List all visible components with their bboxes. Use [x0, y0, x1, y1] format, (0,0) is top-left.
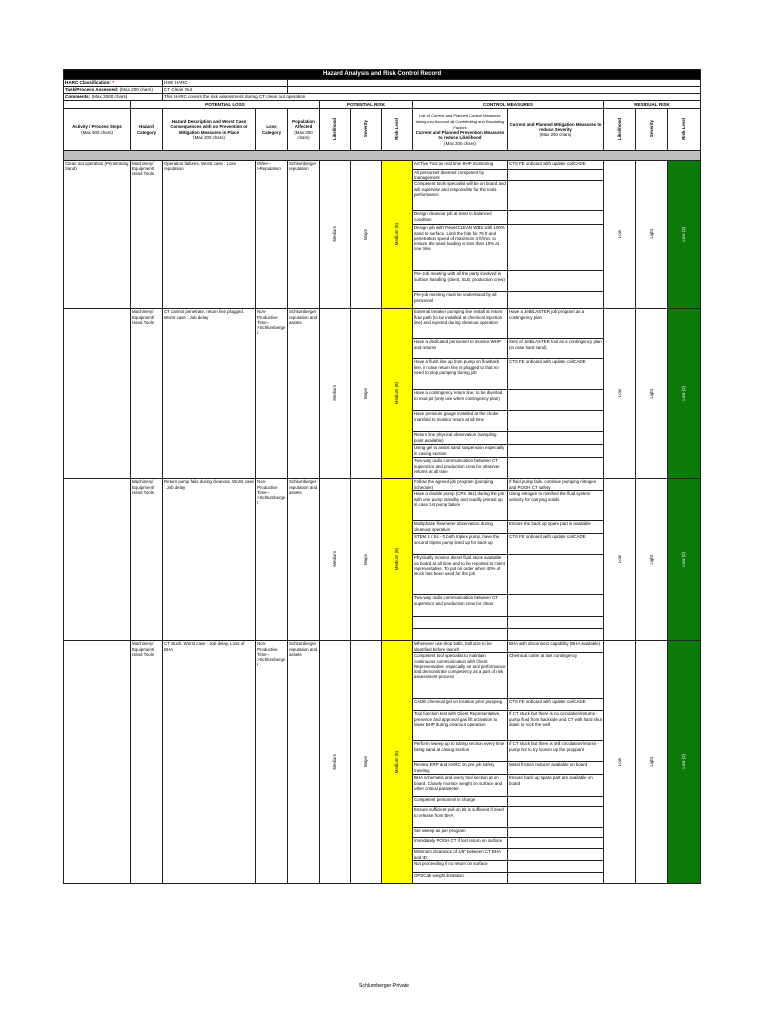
hazard-row	[64, 161, 701, 170]
likelihood-cell-text: Medium	[332, 385, 338, 402]
severity-cell[interactable]	[351, 161, 382, 309]
severity-cell-text: Major	[363, 387, 369, 399]
mitigation-measure-cell[interactable]	[508, 271, 604, 292]
mitigation-measure-cell[interactable]: Have a JetBLASTER job program as a contingency plan	[508, 309, 604, 339]
loss-category-cell[interactable]: Non-Productive Time-->Schlumberger	[256, 309, 288, 479]
col-risk-level: Risk Level	[382, 109, 413, 151]
mitigation-measure-cell[interactable]	[508, 797, 604, 807]
mitigation-measure-cell[interactable]	[508, 211, 604, 225]
section-potential-risk: POTENTIAL RISK	[320, 101, 413, 109]
risk-level-cell	[382, 161, 413, 309]
population-cell[interactable]: Schlumberger reputation	[288, 161, 320, 309]
prevention-measure-cell[interactable]: OPSCab weight limitation	[413, 873, 508, 884]
mitigation-measure-cell[interactable]	[508, 849, 604, 861]
meta-label: Comments: (Max 2000 chars)	[64, 94, 163, 101]
separator-row	[64, 151, 701, 161]
meta-row	[64, 87, 701, 94]
mitigation-measure-cell[interactable]: If CT stuck but there is still circulation/returns - pump N2 to try loosen up the proppant	[508, 741, 604, 762]
prevention-measure-cell[interactable]: External breaker pumping line install at return flow path (to be installed at chemical injection line) and injected during cleanout operation	[413, 309, 508, 339]
severity-cell[interactable]	[351, 479, 382, 641]
risk-level-cell	[382, 641, 413, 884]
prevention-measure-cell[interactable]: Have a flush line up from pump on flowback line, in case return line is plugged to that no need to stop pumping during job	[413, 359, 508, 390]
residual-risk-level-cell	[668, 309, 701, 479]
residual-severity-cell-text: Light	[648, 388, 654, 399]
mitigation-measure-cell[interactable]	[508, 458, 604, 479]
prevention-measure-cell[interactable]: Review ERP and HARC on pre job safety meeting	[413, 762, 508, 775]
residual-likelihood-cell-text: Low	[616, 230, 622, 239]
hazard-category-cell[interactable]: Machinery/ Equipment/ Hand Tools	[131, 309, 163, 479]
prevention-measure-cell[interactable]: Design job with PowerCLEAN WBS with 100% sand to surface. Limit the bite for 75 ft and penetration speed of maximum 3 ft/min. to ensure the sand loading is less than 10% at one time	[413, 225, 508, 271]
harc-table	[63, 69, 701, 884]
mitigation-measure-cell[interactable]	[508, 617, 604, 629]
residual-severity-cell-text: Light	[648, 757, 654, 767]
activity-cell[interactable]: Clean out operation (Penetrating Sand)	[64, 161, 131, 309]
mitigation-measure-cell[interactable]: Sets of JetBLASTER tool as a contingency plan (in case hard sand)	[508, 339, 604, 359]
residual-likelihood-cell[interactable]	[604, 641, 636, 884]
residual-severity-cell-text: Light	[648, 229, 654, 239]
prevention-measure-cell[interactable]: Ensure sufficient pull on bit is sufficient if need to release from BHA	[413, 807, 508, 828]
mitigation-measure-cell[interactable]: Ensure back up spare part are available on board	[508, 775, 604, 797]
hazard-category-cell[interactable]: Machinery/ Equipment/ Hand Tools	[131, 641, 163, 884]
prevention-measure-cell[interactable]: Design cleanout job at least in balanced condition	[413, 211, 508, 225]
section-potential-loss: POTENTIAL LOSS	[131, 101, 320, 109]
risk-level-cell	[382, 309, 413, 479]
hazard-description-cell[interactable]: Return pump fails during cleanout. Worst case : Job delay	[163, 479, 256, 641]
mitigation-measure-cell[interactable]	[508, 225, 604, 271]
col-severity: Severity	[351, 109, 382, 151]
residual-severity-cell[interactable]	[636, 641, 668, 884]
prevention-measure-cell[interactable]: Set sweep as per program	[413, 828, 508, 838]
prevention-measure-cell[interactable]: Using gel to assist sand suspension especially in casing section	[413, 445, 508, 458]
prevention-measure-cell[interactable]: Pre-Job meeting with all the party involved in surface handling (client, SLB, production crew)	[413, 271, 508, 292]
likelihood-cell[interactable]	[320, 309, 351, 479]
hazard-category-cell[interactable]: Machinery/ Equipment/ Hand Tools	[131, 479, 163, 641]
residual-likelihood-cell[interactable]	[604, 161, 636, 309]
hazard-description-cell[interactable]: Operation failures. Worst case : Loss reputation	[163, 161, 256, 309]
hazard-row	[64, 641, 701, 653]
prevention-measure-cell[interactable]: ACTive Tool as real time BHP monitoring	[413, 161, 508, 170]
prevention-measure-cell[interactable]: Competent personnel in charge	[413, 797, 508, 807]
mitigation-measure-cell[interactable]	[508, 595, 604, 617]
meta-row	[64, 80, 701, 87]
residual-likelihood-cell[interactable]	[604, 479, 636, 641]
residual-severity-cell[interactable]	[636, 161, 668, 309]
prevention-measure-cell[interactable]: Competent tools specialist will be on board and will supervise and responsible for the tools performance	[413, 181, 508, 211]
residual-severity-cell-text: Light	[648, 554, 654, 565]
prevention-measure-cell[interactable]: Perform sweep up to tubing section every time biting sand at casing section	[413, 741, 508, 762]
column-header-row	[64, 109, 701, 151]
prevention-measure-cell[interactable]	[413, 617, 508, 629]
section-residual-risk: RESIDUAL RISK	[604, 101, 701, 109]
residual-risk-level-cell	[668, 479, 701, 641]
population-cell[interactable]: Schlumberger reputation and assets	[288, 641, 320, 884]
prevention-measure-cell[interactable]: Two-way radio communication between CT supervisor and production crew for observer returns at all time	[413, 458, 508, 479]
harc-sheet	[63, 69, 700, 884]
likelihood-cell-text: Medium	[332, 753, 338, 770]
prevention-measure-cell[interactable]: Competent tool specialist to maintain continuous communication with Client Representative, especially on tool performance and demonstrate competency as a part of risk assessment process	[413, 653, 508, 699]
mitigation-measure-cell[interactable]: CTS FE onboard with update coilCADE	[508, 359, 604, 390]
prevention-measure-cell[interactable]: Have pressure gauge installed at the choke manifold to monitor return at all time	[413, 411, 508, 432]
risk-level-cell	[382, 479, 413, 641]
mitigation-measure-cell[interactable]: Ensure the back up spare part is available	[508, 521, 604, 534]
col-res-likelihood: Likelihood	[604, 109, 636, 151]
mitigation-measure-cell[interactable]	[508, 432, 604, 445]
mitigation-measure-cell[interactable]	[508, 170, 604, 181]
mitigation-measure-cell[interactable]: Metal friction reducer available on board	[508, 762, 604, 775]
prevention-measure-cell[interactable]: Tool function test with Client Representative, presence and approval gas lift activation to lower BHP during cleanout operation	[413, 711, 508, 741]
severity-cell-text: Major	[363, 553, 369, 565]
residual-risk-level-cell	[668, 641, 701, 884]
residual-severity-cell[interactable]	[636, 309, 668, 479]
meta-value[interactable]: HSE HARC	[163, 80, 288, 87]
hazard-description-cell[interactable]: CT cannot penetrate, return line plugged. Worst case : Job delay	[163, 309, 256, 479]
hazard-row	[64, 479, 701, 491]
mitigation-measure-cell[interactable]: CTS FE onboard with update coilCADE	[508, 699, 604, 711]
residual-likelihood-cell-text: Low	[616, 555, 622, 564]
activity-cell[interactable]	[64, 479, 131, 641]
section-control-measures: CONTROL MEASURES	[413, 101, 604, 109]
col-hazard-description: Hazard Description and Worst Case Consequences with no Prevention or Mitigation Measures in Place (Max 200 chars)	[163, 109, 256, 151]
risk-level-cell-text: Medium (8)	[394, 222, 400, 246]
prevention-measure-cell[interactable]: Have a contingency return line, to be diverted to mud pit (only use when contingency plan)	[413, 390, 508, 411]
residual-risk-level-cell-text: Low (2)	[681, 551, 687, 567]
col-res-severity: Severity	[636, 109, 668, 151]
mitigation-measure-cell[interactable]: CTS FE onboard with update coilCADE	[508, 534, 604, 555]
prevention-measure-cell[interactable]	[413, 629, 508, 641]
mitigation-measure-cell[interactable]	[508, 838, 604, 849]
mitigation-measure-cell[interactable]	[508, 629, 604, 641]
col-likelihood: Likelihood	[320, 109, 351, 151]
prevention-measure-cell[interactable]: Not proceeding if no return on surface	[413, 861, 508, 873]
mitigation-measure-cell[interactable]	[508, 292, 604, 309]
mitigation-measure-cell[interactable]: If fluid pump fails, continue pumping nitrogen and POOH CT safety	[508, 479, 604, 491]
mitigation-measure-cell[interactable]	[508, 828, 604, 838]
section-header-row	[64, 101, 701, 109]
col-mitigation: Current and Planned Mitigation Measures to reduce Severity (Max 200 chars)	[508, 109, 604, 151]
prevention-measure-cell[interactable]: Two-way radio communication between CT supervisor and production crew for clean	[413, 595, 508, 617]
risk-level-cell-text: Medium (8)	[394, 750, 400, 773]
meta-label: Task/Process Assessed: (Max 200 chars)	[64, 87, 163, 94]
prevention-measure-cell[interactable]: Physically monitor diesel fluid stock available on board at all time and to be reported to client representative. To put on order when 40% of stock has been used for the job	[413, 555, 508, 595]
prevention-measure-cell[interactable]: Pre-job meeting must be understood by all personnel	[413, 292, 508, 309]
prevention-measure-cell[interactable]: Have a double pump (CPS 361) during the job with one pump standby and readily primed up in case 1st pump failure	[413, 491, 508, 521]
loss-category-cell[interactable]: Non-Productive Time-->Schlumberger	[256, 641, 288, 884]
prevention-measure-cell[interactable]: CADE chemical gel on location prior pumping	[413, 699, 508, 711]
residual-risk-level-cell	[668, 161, 701, 309]
mitigation-measure-cell[interactable]: Using nitrogen to minified the fluid system velocity for carrying solids	[508, 491, 604, 521]
mitigation-measure-cell[interactable]: BHA with disconnect capability (BHA available)	[508, 641, 604, 653]
meta-value[interactable]: This HARC covers the risk assessment during CT clean out operation	[163, 94, 701, 101]
meta-value[interactable]: CT Clean Out	[163, 87, 288, 94]
prevention-measure-cell[interactable]: Immidately POOH CT if lost return on surface	[413, 838, 508, 849]
footer-classification: Schlumberger-Private	[358, 983, 410, 989]
population-cell[interactable]: Schlumberger reputation and assets	[288, 479, 320, 641]
residual-likelihood-cell-text: Low	[616, 389, 622, 398]
hazard-category-cell[interactable]: Machinery/ Equipment/ Hand Tools	[131, 161, 163, 309]
mitigation-measure-cell[interactable]	[508, 873, 604, 884]
document-title: Hazard Analysis and Risk Control Record	[64, 70, 701, 80]
residual-severity-cell[interactable]	[636, 479, 668, 641]
prevention-measure-cell[interactable]: Multiphase flowmeter observation during cleanout operation	[413, 521, 508, 534]
prevention-measure-cell[interactable]: Have a dedicated personnel to monitor WHP and returns	[413, 339, 508, 359]
mitigation-measure-cell[interactable]	[508, 411, 604, 432]
risk-level-cell-text: Medium (8)	[394, 548, 400, 571]
severity-cell[interactable]	[351, 641, 382, 884]
prevention-measure-cell[interactable]: Minimum clearance of 1/8" between CT BHA and ID	[413, 849, 508, 861]
col-population: Population Affected (Max 200 chars)	[288, 109, 320, 151]
col-activity: Activity / Process Steps (Max 500 chars)	[64, 109, 131, 151]
residual-risk-level-cell-text: Low (2)	[681, 226, 687, 242]
likelihood-cell-text: Medium	[332, 226, 338, 242]
mitigation-measure-cell[interactable]	[508, 861, 604, 873]
likelihood-cell[interactable]	[320, 161, 351, 309]
residual-risk-level-cell-text: Low (2)	[681, 385, 687, 401]
risk-level-cell-text: Medium (8)	[394, 382, 400, 405]
likelihood-cell-text: Medium	[332, 551, 338, 568]
likelihood-cell[interactable]	[320, 479, 351, 641]
severity-cell[interactable]	[351, 309, 382, 479]
prevention-measure-cell[interactable]: Whenever use drop balls, ball size to be identified before launch	[413, 641, 508, 653]
mitigation-measure-cell[interactable]	[508, 445, 604, 458]
mitigation-measure-cell[interactable]	[508, 807, 604, 828]
loss-category-cell[interactable]: Non-Productive Time-->Schlumberger	[256, 479, 288, 641]
meta-row	[64, 94, 701, 101]
severity-cell-text: Major	[363, 228, 369, 240]
prevention-measure-cell[interactable]: STEM 1 / SL - 0 both triplex pump, have the second triplex pump lined up for back up	[413, 534, 508, 555]
residual-likelihood-cell-text: Low	[616, 757, 622, 766]
loss-category-cell[interactable]: Other-->Reputation	[256, 161, 288, 309]
meta-label: HARC Classification: *	[64, 80, 163, 87]
col-hazard-category: Hazard Category	[131, 109, 163, 151]
likelihood-cell[interactable]	[320, 641, 351, 884]
activity-cell[interactable]	[64, 641, 131, 884]
mitigation-measure-cell[interactable]: Chemical cutter at last contingency	[508, 653, 604, 699]
activity-cell[interactable]	[64, 309, 131, 479]
prevention-measure-cell[interactable]: All personnel deemed competent by management	[413, 170, 508, 181]
mitigation-measure-cell[interactable]	[508, 390, 604, 411]
hazard-description-cell[interactable]: CT stuck. Worst case : Job delay, Loss of BHA	[163, 641, 256, 884]
mitigation-measure-cell[interactable]	[508, 181, 604, 211]
mitigation-measure-cell[interactable]	[508, 555, 604, 595]
col-prevention: List of Current and Planned Control Measures taking into Account all Contributing and Escalating Factors Current and Planned Prevention Measures to reduce Likelihood (Max 200 chars)	[413, 109, 508, 151]
residual-likelihood-cell[interactable]	[604, 309, 636, 479]
population-cell[interactable]: Schlumberger reputation and assets	[288, 309, 320, 479]
col-res-risk-level: Risk Level	[668, 109, 701, 151]
col-loss-category: Loss Category	[256, 109, 288, 151]
mitigation-measure-cell[interactable]: If CT stuck but there is no circulation/returns - pump fluid from backside and CT with hard shut down to rock the well	[508, 711, 604, 741]
mitigation-measure-cell[interactable]: CTS FE onboard with update coilCADE	[508, 161, 604, 170]
residual-risk-level-cell-text: Low (2)	[681, 754, 687, 770]
prevention-measure-cell[interactable]: BHA schematic and every tool section at on board. Closely monitor weight on surface and other critical parameter	[413, 775, 508, 797]
prevention-measure-cell[interactable]: Follow the agreed job program (pumping schedule)	[413, 479, 508, 491]
hazard-row	[64, 309, 701, 339]
severity-cell-text: Major	[363, 756, 369, 768]
prevention-measure-cell[interactable]: Return line physical observation (sampling point available)	[413, 432, 508, 445]
